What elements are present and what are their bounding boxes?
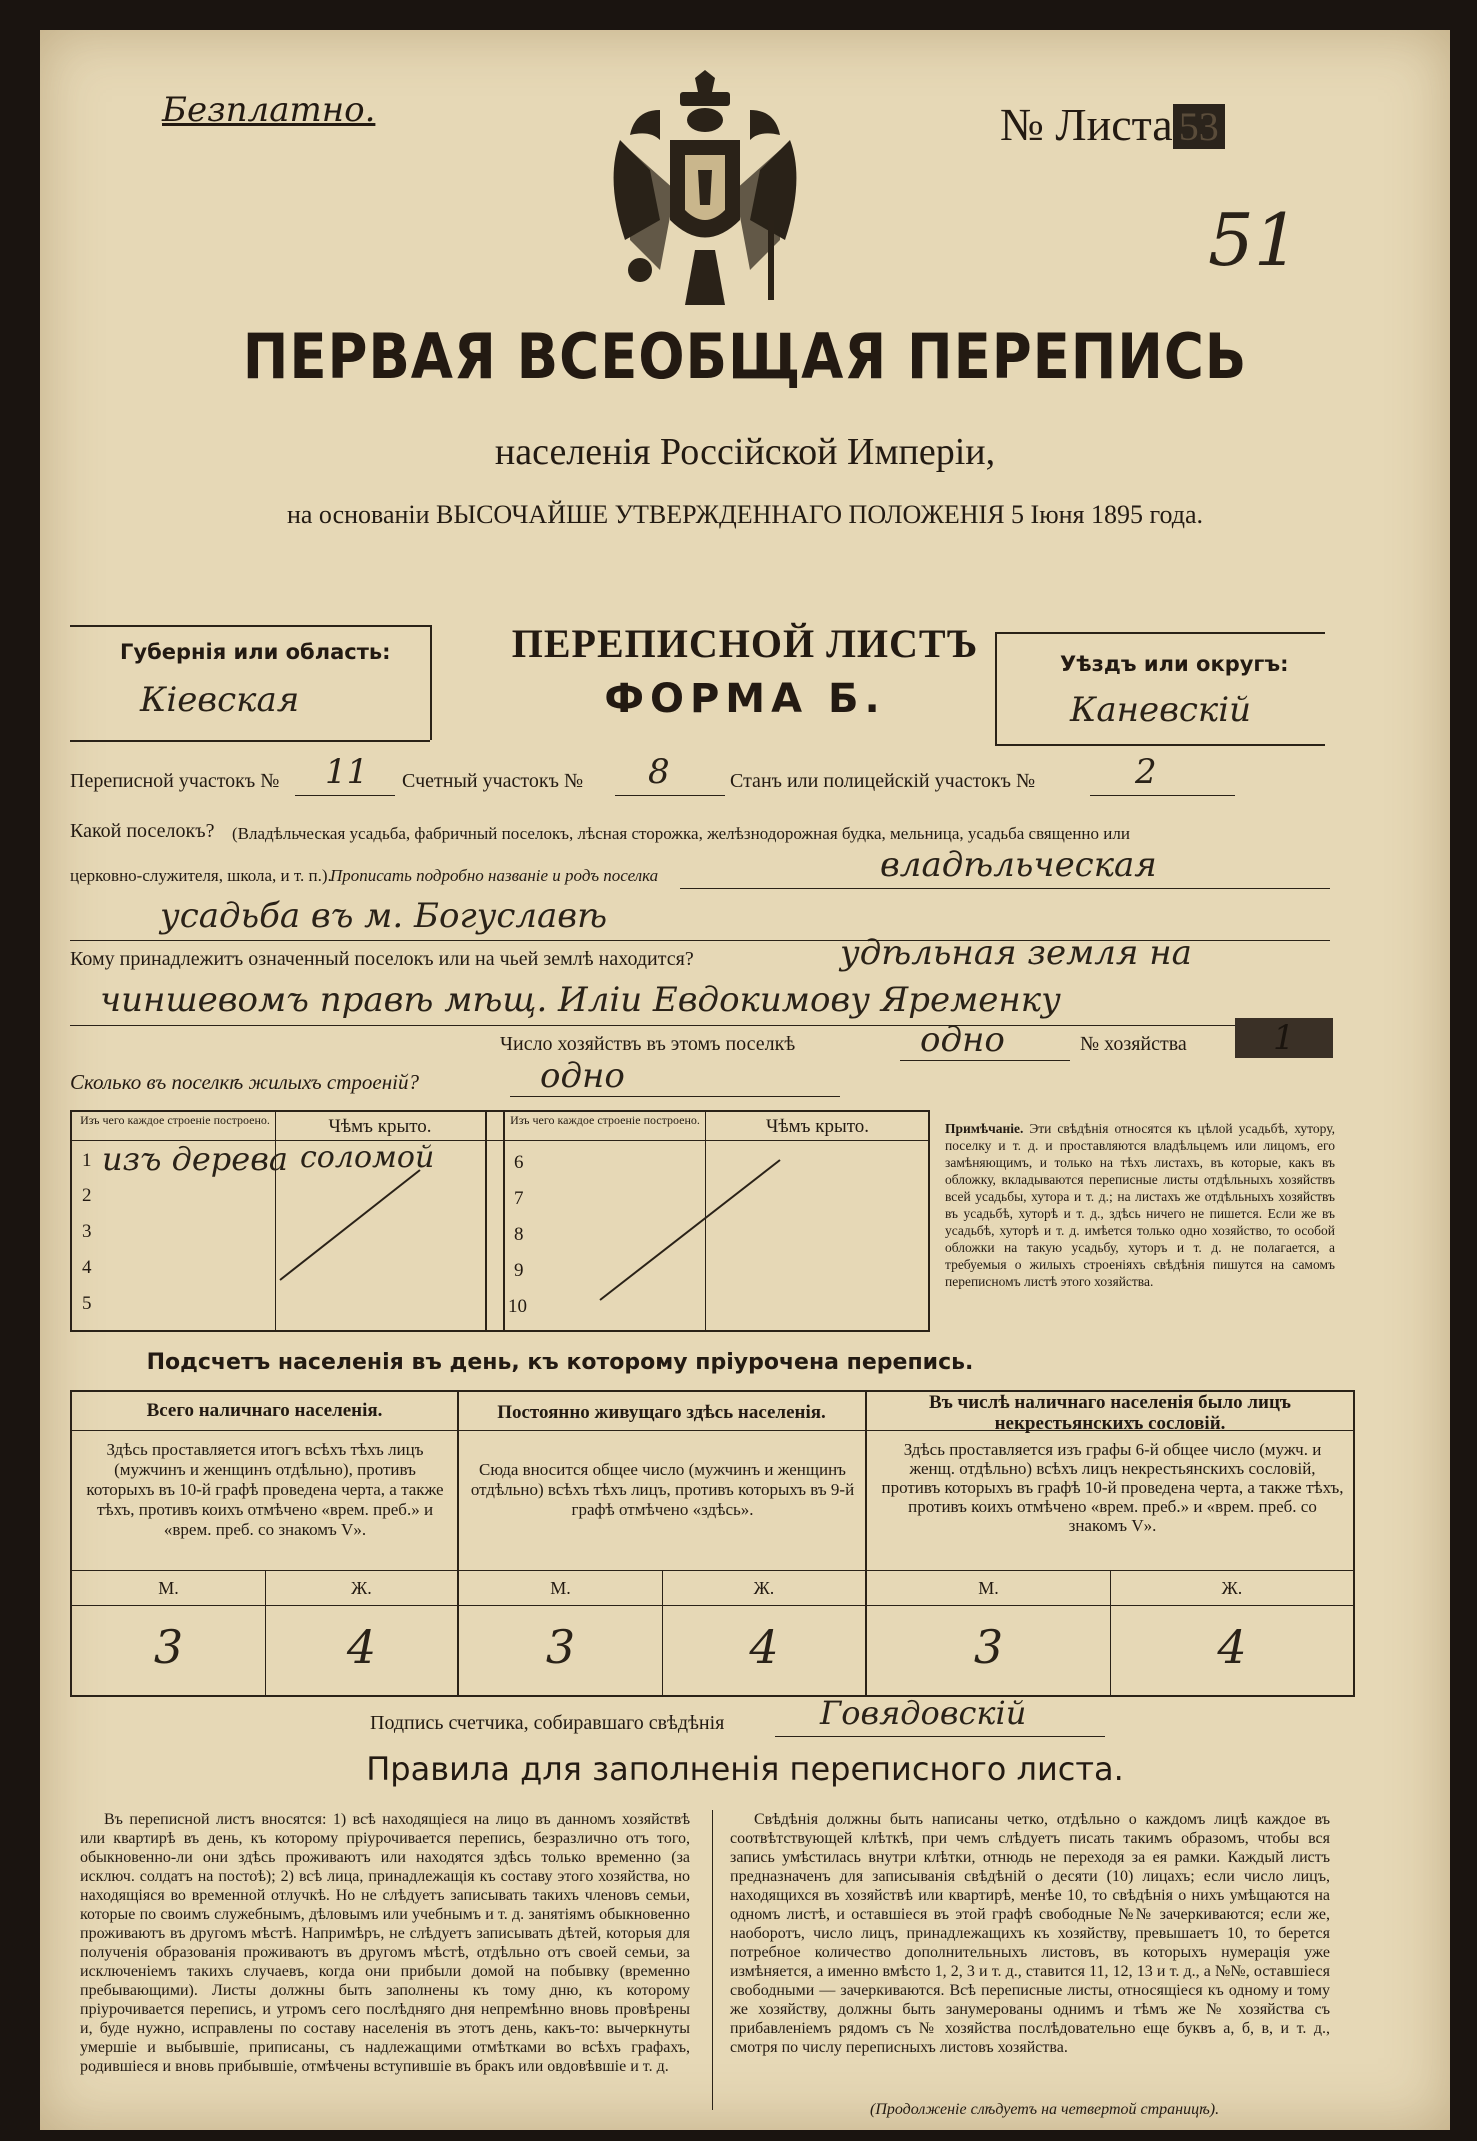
note-text: Эти свѣдѣнія относятся къ цѣлой усадьбѣ, хутору, поселку и т. д. и проставляются владѣльцемъ или лицомъ, его замѣняющимъ, и только на тѣхъ листахъ, въ которые, какъ въ обложку, вкладываются переписные листы отдѣльныхъ хозяйствъ всей усадьбы, хутора и т. д.; на листахъ же отдѣльныхъ хозяйствъ въ усадьбѣ, хуторѣ и т. д., здѣсь ничего не пишется. Если же въ усадьбѣ, хуторѣ и т. д. имѣется только одно хозяйство, то особой обложки на такую усадьбу, хуторъ и т. д. не полагается, а требуемыя о жилыхъ строеніяхъ свѣдѣнія пишутся на самомъ переписномъ листѣ этого хозяйства. [945,1121,1335,1289]
sheet-number-label: № Листа [1000,99,1173,150]
note-label: Примѣчаніе. [945,1121,1024,1136]
row-number: 10 [508,1296,527,1317]
subtitle: населенія Россійской Имперіи, [494,431,996,473]
poselok-value-1: владѣльческая [880,845,1157,885]
col2-m-value: 3 [545,1620,576,1674]
signature-value: Говядовскій [820,1694,1027,1732]
col2-f-value: 4 [749,1620,779,1674]
col-material-left: Изъ чего каждое строеніе построено. [80,1113,270,1127]
poselok-hint-3: Прописать подробно названіе и родъ поселка [330,866,659,885]
free-label: Безплатно. [162,90,376,130]
sheet-number-handwritten: 51 [1208,198,1300,282]
col2-text: Сюда вносится общее число (мужчинъ и женщинъ отдѣльно) всѣхъ тѣхъ лицъ, противъ которыхъ въ 9-й графѣ отмѣчено «здѣсь». [470,1460,855,1519]
poselok-value-2: усадьба въ м. Богуславѣ [160,896,608,936]
schetny-label: Счетный участокъ № [402,770,584,792]
col-roof-left: Чѣмъ крыто. [328,1116,432,1137]
row-number: 4 [82,1257,92,1278]
col3-head: Въ числѣ наличнаго населенія было лицъ некрестьянскихъ сословій. [929,1392,1291,1434]
col-material-right: Изъ чего каждое строеніе построено. [510,1113,700,1127]
row1-roof: соломой [300,1140,435,1175]
col3-m-label: М. [978,1578,999,1598]
census-sheet [40,30,1450,2130]
col1-head: Всего наличнаго населенія. [146,1400,383,1421]
households-label: Число хозяйствъ въ этомъ поселкѣ [500,1033,796,1055]
sheet-number-struck: 53 [1173,104,1225,149]
owner-value-2: чиншевомъ правѣ мѣщ. Иліи Евдокимову Яременку [100,980,1061,1020]
gubernia-value: Кіевская [140,680,300,720]
page-title: ПЕРВАЯ ВСЕОБЩАЯ ПЕРЕПИСЬ [242,320,1248,393]
owner-question: Кому принадлежитъ означенный поселокъ или на чьей землѣ находится? [70,948,694,970]
row-number: 2 [82,1185,92,1206]
col3-m-value: 3 [973,1620,1004,1674]
rules-right: Свѣдѣнія должны быть написаны четко, отдѣльно о каждомъ лицѣ каждое въ соотвѣтствующей клѣткѣ, при чемъ слѣдуетъ писать такимъ образомъ, чтобы вся запись умѣстилась внутри клѣтки, отнюдь не переходя за ея рамки. Каждый листъ предназначенъ для записыванія свѣдѣній о десяти (10) лицахъ; если число лицъ, находящихся въ хозяйствѣ или квартирѣ, менѣе 10, то свѣдѣнія о нихъ умѣщаются на одномъ листѣ, и оставшіеся въ этой графѣ свободные №№ зачеркиваются; если же, наоборотъ, число лицъ, принадлежащихъ къ хозяйству, превышаетъ 10, то берется потребное количество дополнительныхъ листовъ, въ которыхъ нумерація уже измѣняется, а именно вмѣсто 1, 2, 3 и т. д., ставится 11, 12, 13 и т. д., а №№, оставшіеся свободными — зачеркиваются. Всѣ переписные листы, относящіеся къ одному и тому же хозяйству, должны быть занумерованы однимъ и тѣмъ же № хозяйства съ прибавленіемъ рядомъ съ № хозяйства послѣдовательно еще буквъ а, б, в, и т. д., смотря по числу переписныхъ листовъ хозяйства. [730,1811,1330,2056]
col1-m-value: 3 [153,1620,184,1674]
note [945,1120,1335,1290]
poselok-hint-1: (Владѣльческая усадьба, фабричный поселокъ, лѣсная сторожка, желѣзнодорожная будка, мельница, усадьба священно или [232,824,1130,843]
row-number: 9 [514,1260,524,1281]
rules-continued: (Продолженіе слѣдуетъ на четвертой страницѣ). [870,2101,1220,2118]
col1-f-value: 4 [346,1620,377,1674]
col3-f-label: Ж. [1221,1578,1243,1598]
uezd-label: Уѣздъ или округъ: [1060,652,1289,676]
buildings-value: одно [540,1056,625,1096]
signature-label: Подпись счетчика, собиравшаго свѣдѣнія [370,1712,725,1734]
poselok-hint-2: церковно-служителя, школа, и т. п.). [70,866,332,885]
col3-text: Здѣсь проставляется изъ графы 6-й общее число (мужч. и женщ. отдѣльно) всѣхъ лицъ некрестьянскихъ сословій, противъ которыхъ въ графѣ 10-й проведена черта, а также тѣхъ, противъ коихъ отмѣчено «врем. преб.» и «врем. преб. со знакомъ V». [881,1440,1344,1535]
col2-head: Постоянно живущаго здѣсь населенія. [497,1402,826,1423]
row-number: 7 [514,1188,524,1209]
col1-text: Здѣсь проставляется итогъ всѣхъ тѣхъ лицъ (мужчинъ и женщинъ отдѣльно), противъ которыхъ въ 10-й графѣ проведена черта, а также тѣхъ, противъ коихъ отмѣчено «врем. преб.» и «врем. преб. со знакомъ V». [86,1440,444,1539]
household-no-value: 1 [1235,1018,1333,1058]
stan-label: Станъ или полицейскій участокъ № [730,770,1036,792]
col2-f-label: Ж. [753,1578,775,1598]
uezd-value: Каневскій [1070,690,1252,730]
col-roof-right: Чѣмъ крыто. [765,1116,870,1137]
poselok-question: Какой поселокъ? [70,820,215,842]
row-number: 6 [514,1152,524,1173]
form-name: ФОРМА Б. [604,676,886,722]
household-no-label: № хозяйства [1080,1033,1187,1055]
buildings-question: Сколько въ поселкѣ жилыхъ строеній? [70,1070,419,1094]
gubernia-label: Губернія или область: [120,640,391,664]
decree-line: на основаніи ВЫСОЧАЙШЕ УТВЕРЖДЕННАГО ПОЛОЖЕНІЯ 5 Іюня 1895 года. [286,500,1204,529]
row-number: 3 [82,1221,92,1242]
households-value: одно [920,1020,1005,1060]
col1-f-label: Ж. [351,1578,372,1598]
col2-m-label: М. [550,1578,571,1598]
perepisnoy-label: Переписной участокъ № [70,770,280,792]
row-number: 1 [82,1150,92,1171]
rules-title: Правила для заполненія переписного листа. [366,1750,1124,1788]
owner-value-1: удѣльная земля на [840,933,1192,973]
row1-material: изъ дерева [102,1140,288,1178]
col1-m-label: М. [158,1578,179,1598]
row-number: 5 [82,1293,92,1314]
sheet-title: ПЕРЕПИСНОЙ ЛИСТЪ [511,621,979,666]
stan-value: 2 [1135,752,1157,792]
row-number: 8 [514,1224,524,1245]
rules-left: Въ переписной листъ вносятся: 1) всѣ находящіеся на лицо въ данномъ хозяйствѣ или квартирѣ въ день, къ которому пріурочивается перепись, безразлично отъ того, обыкновенно-ли они здѣсь проживаютъ или находятся здѣсь только временно (за исключ. солдатъ на постоѣ); 2) всѣ лица, принадлежащія къ составу этого хозяйства, но находящіяся во временной отлучкѣ. Но не слѣдуетъ записывать такихъ членовъ семьи, которые по своимъ служебнымъ, дѣловымъ или учебнымъ и т. д. занятіямъ обыкновенно проживаютъ въ другомъ мѣстѣ. Напримѣръ, не слѣдуетъ записывать дѣтей, которыя для полученія образованія проживаютъ въ другомъ мѣстѣ, отдѣльно отъ своей семьи, за исключеніемъ такихъ случаевъ, когда они прибыли домой на побывку (временно пребывающими). Листы должны быть заполнены къ тому дню, къ которому пріурочивается перепись, и утромъ сего послѣдняго дня непремѣнно вновь провѣрены и, буде нужно, исправлены по составу населенія въ этотъ день, какъ-то: вычеркнуты умершіе и выбывшіе, приписаны, съ надлежащими отмѣтками во всѣхъ графахъ, родившіеся и вновь прибывшіе, отмѣчены вступившіе въ бракъ или овдовѣвшіе и т. д. [80,1811,690,2075]
col3-f-value: 4 [1217,1620,1247,1674]
count-heading: Подсчетъ населенія въ день, къ которому пріурочена перепись. [146,1350,974,1375]
perepisnoy-value: 11 [325,752,369,792]
schetny-value: 8 [648,752,670,792]
